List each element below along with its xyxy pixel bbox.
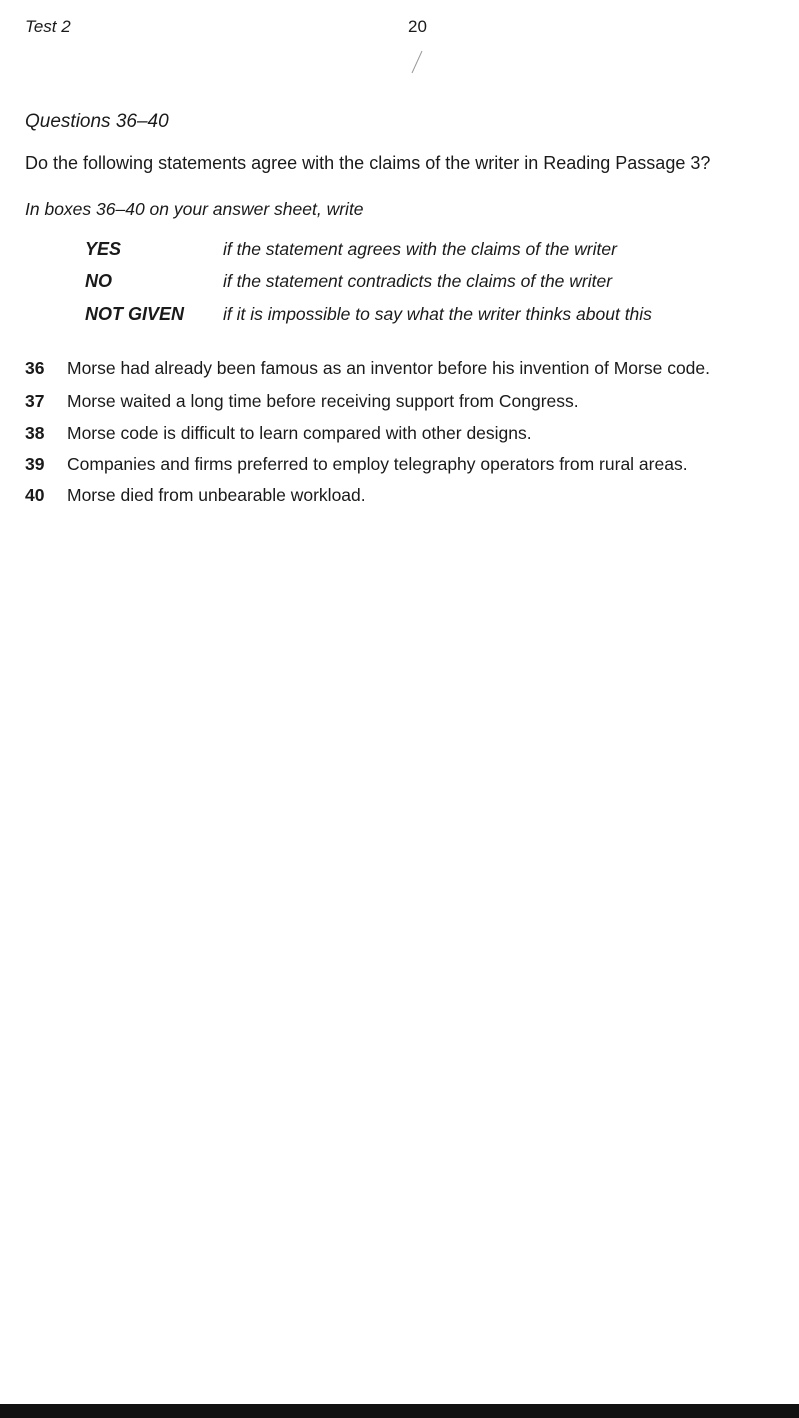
answer-key-yes (85, 239, 617, 267)
question-item (25, 454, 688, 475)
question-item (25, 391, 579, 412)
question-item (25, 423, 532, 444)
question-text: Companies and firms preferred to employ telegraphy operators from rural areas. (67, 454, 688, 474)
pencil-slash-mark (410, 50, 424, 74)
answer-key-term: YES (85, 239, 122, 259)
question-number: 36 (25, 358, 45, 378)
test-label: Test 2 (25, 17, 71, 36)
question-item (25, 358, 710, 379)
instruction-text: Do the following statements agree with the claims of the writer in Reading Passage 3? (25, 153, 711, 173)
question-text: Morse had already been famous as an inventor before his invention of Morse code. (67, 358, 711, 378)
page-number: 20 (408, 17, 427, 36)
question-number: 39 (25, 454, 45, 474)
question-number: 40 (25, 485, 45, 505)
question-text: Morse waited a long time before receiving support from Congress. (67, 391, 579, 411)
answer-key-meaning: if the statement contradicts the claims of the writer (223, 271, 613, 291)
answer-sheet-instruction: In boxes 36–40 on your answer sheet, write (25, 199, 364, 219)
question-number: 37 (25, 391, 45, 411)
question-text: Morse died from unbearable workload. (67, 485, 366, 505)
answer-key-no (85, 271, 612, 299)
answer-key-not-given (85, 304, 652, 332)
scan-edge-bar (0, 1404, 799, 1418)
question-text: Morse code is difficult to learn compared with other designs. (67, 423, 532, 443)
questions-heading: Questions 36–40 (25, 111, 169, 132)
question-number: 38 (25, 423, 45, 443)
question-item (25, 485, 366, 506)
answer-key-term: NOT GIVEN (85, 304, 185, 324)
answer-key-term: NO (85, 271, 112, 291)
answer-key-meaning: if the statement agrees with the claims of the writer (223, 239, 617, 259)
answer-key-meaning: if it is impossible to say what the writer thinks about this (223, 304, 652, 324)
